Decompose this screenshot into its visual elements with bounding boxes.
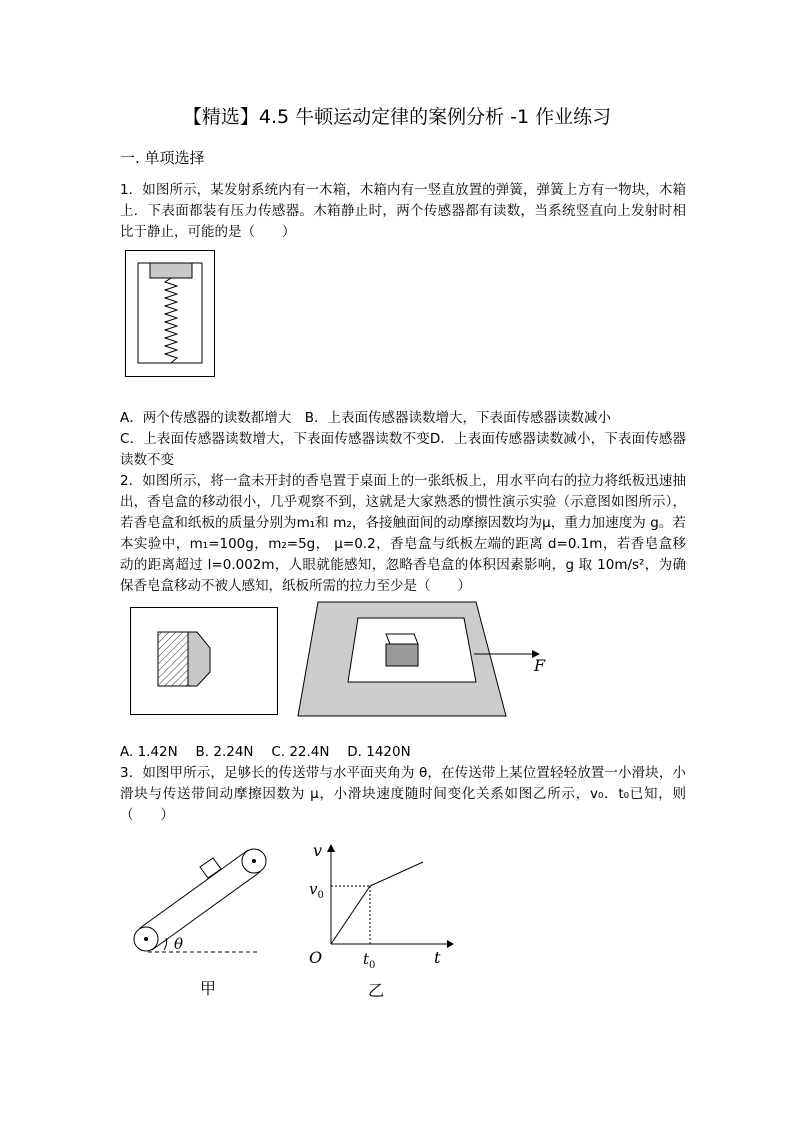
belt-bottom [152, 872, 260, 950]
velocity-segment-2 [370, 862, 423, 886]
question-2-figure-top-view [130, 607, 278, 715]
soap-box-front [386, 644, 418, 666]
soap-box-end [188, 632, 210, 686]
figure-a-label: 甲 [200, 979, 217, 998]
soap-box-hatched [158, 632, 188, 686]
question-1-options-cd: C．上表面传感器读数增大，下表面传感器读数不变D．上表面传感器读数减小，下表面传感器读数不变 [120, 431, 686, 468]
t-axis-label: t [434, 948, 441, 967]
t0-label: $t_0$ [363, 950, 376, 971]
page-title: 【精选】4.5 牛顿运动定律的案例分析 -1 作业练习 [182, 106, 612, 128]
question-1-figure [125, 250, 215, 378]
velocity-segment-1 [331, 886, 370, 944]
belt-top [140, 850, 248, 928]
question-3-figure-conveyor [126, 840, 276, 960]
question-3-figure-vt-graph [305, 840, 455, 975]
slider-block [200, 858, 221, 878]
spring [165, 278, 177, 363]
soap-box-top [386, 634, 418, 644]
origin-label: O [309, 948, 323, 967]
v-axis-label: v [313, 841, 323, 860]
section-heading: 一. 单项选择 [120, 149, 205, 167]
question-3-stem: 3．如图甲所示，足够长的传送带与水平面夹角为 θ，在传送带上某位置轻轻放置一小滑块，小滑块与传送带间动摩擦因数为 μ，小滑块速度随时间变化关系如图乙所示，v₀．t₀已知，则（ ） [120, 765, 686, 823]
figure-b-label: 乙 [368, 981, 385, 1000]
question-2-options: A. 1.42N B. 2.24N C. 22.4N D. 1420N [120, 744, 411, 760]
question-2-figure-perspective [296, 600, 556, 718]
angle-label: θ [174, 935, 184, 953]
v0-label: $v_0$ [309, 880, 324, 901]
force-label: F [534, 656, 546, 675]
question-2-stem: 2．如图所示，将一盒未开封的香皂置于桌面上的一张纸板上，用水平向右的拉力将纸板迅速抽出，香皂盒的移动很小，几乎观察不到，这就是大家熟悉的惯性演示实验（示意图如图所示），若香皂盒和纸板的质量分别为m₁和 m₂，各接触面间的动摩擦因数均为μ，重力加速度为 g。若本实验中，m₁=100g，m₂=5g， μ=0.2，香皂盒与纸板左端的距离 d=0.1m，若香皂盒移动的距离超过 l=0.002m，人眼就能感知，忽略香皂盒的体积因素影响，g 取 10m/s²，为确保香皂盒移动不被人感知，纸板所需的拉力至少是（ ） [120, 473, 686, 594]
question-1-options-ab: A．两个传感器的读数都增大 B．上表面传感器读数增大，下表面传感器读数减小 [120, 410, 611, 426]
block [150, 263, 192, 278]
question-1-stem: 1．如图所示，某发射系统内有一木箱，木箱内有一竖直放置的弹簧，弹簧上方有一物块，木箱上．下表面都装有压力传感器。木箱静止时，两个传感器都有读数，当系统竖直向上发射时相比于静止，可能的是（ ） [120, 182, 686, 240]
